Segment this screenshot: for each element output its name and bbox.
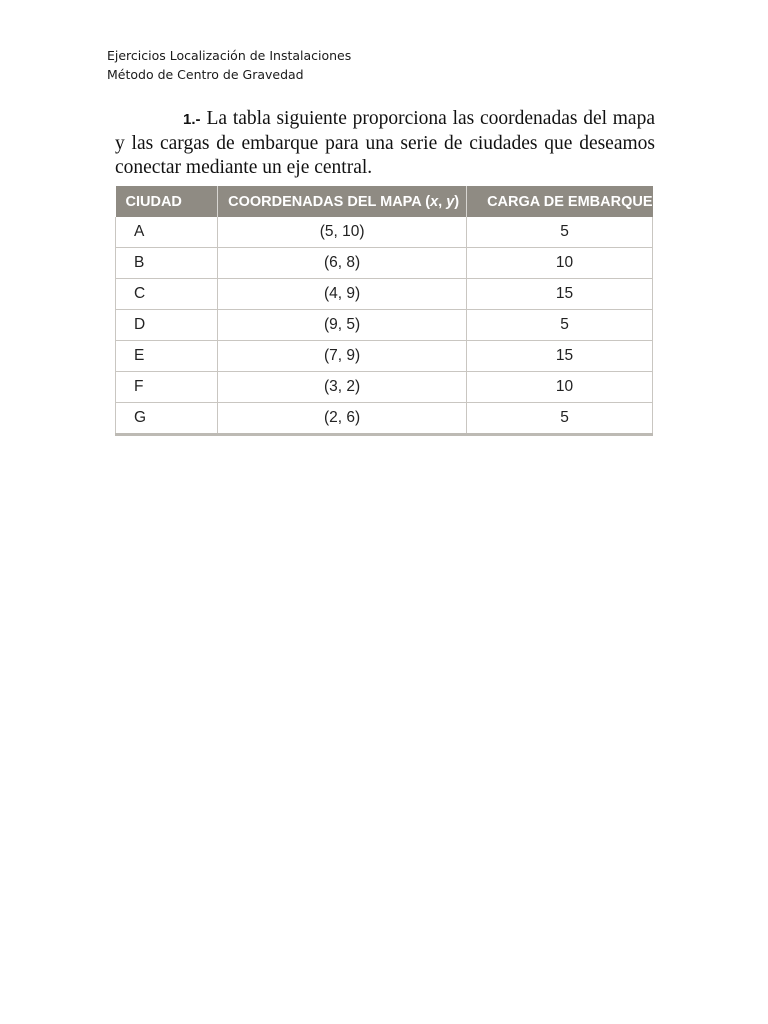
cell-city: G: [116, 403, 218, 435]
cell-city: F: [116, 372, 218, 403]
cell-load: 15: [467, 341, 653, 372]
cell-load: 15: [467, 279, 653, 310]
cell-load: 5: [467, 310, 653, 341]
exercise-text-1: La tabla siguiente proporciona las coordenadas del mapa: [206, 108, 655, 129]
cell-coordinates: (2, 6): [218, 403, 467, 435]
exercise-line-1: [115, 107, 655, 132]
cell-city: D: [116, 310, 218, 341]
header-coordinates-suffix: ): [454, 193, 460, 210]
header-coordinates-x: x: [430, 193, 439, 210]
header-city: CIUDAD: [116, 186, 218, 217]
header-coordinates-prefix: COORDENADAS DEL MAPA (: [228, 193, 431, 210]
cell-coordinates: (6, 8): [218, 248, 467, 279]
table-body: [116, 217, 653, 435]
table-row: [116, 217, 653, 248]
table-row: [116, 310, 653, 341]
table-row: [116, 341, 653, 372]
table-row: [116, 279, 653, 310]
exercise-line-3: conectar mediante un eje central.: [115, 157, 373, 178]
cell-coordinates: (4, 9): [218, 279, 467, 310]
document-header: [107, 46, 351, 84]
cell-coordinates: (7, 9): [218, 341, 467, 372]
header-coordinates: [218, 186, 467, 217]
exercise-statement: [115, 107, 655, 180]
cell-coordinates: (5, 10): [218, 217, 467, 248]
cell-coordinates: (9, 5): [218, 310, 467, 341]
exercise-number: 1.-: [183, 111, 201, 128]
table-header-row: [116, 186, 653, 217]
table-row: [116, 403, 653, 435]
table-header: [116, 186, 653, 217]
cell-coordinates: (3, 2): [218, 372, 467, 403]
cell-load: 10: [467, 372, 653, 403]
header-coordinates-sep: ,: [438, 193, 447, 210]
cell-load: 5: [467, 217, 653, 248]
cities-table: [115, 186, 653, 436]
header-load: CARGA DE EMBARQUE: [467, 186, 653, 217]
document-subtitle: Método de Centro de Gravedad: [107, 67, 304, 82]
cell-city: A: [116, 217, 218, 248]
table-row: [116, 248, 653, 279]
cell-city: E: [116, 341, 218, 372]
cell-city: C: [116, 279, 218, 310]
cell-load: 10: [467, 248, 653, 279]
header-coordinates-y: y: [446, 193, 455, 210]
cell-load: 5: [467, 403, 653, 435]
exercise-line-2: y las cargas de embarque para una serie de ciudades que deseamos: [115, 133, 655, 154]
cell-city: B: [116, 248, 218, 279]
document-title: Ejercicios Localización de Instalaciones: [107, 48, 352, 63]
table-row: [116, 372, 653, 403]
